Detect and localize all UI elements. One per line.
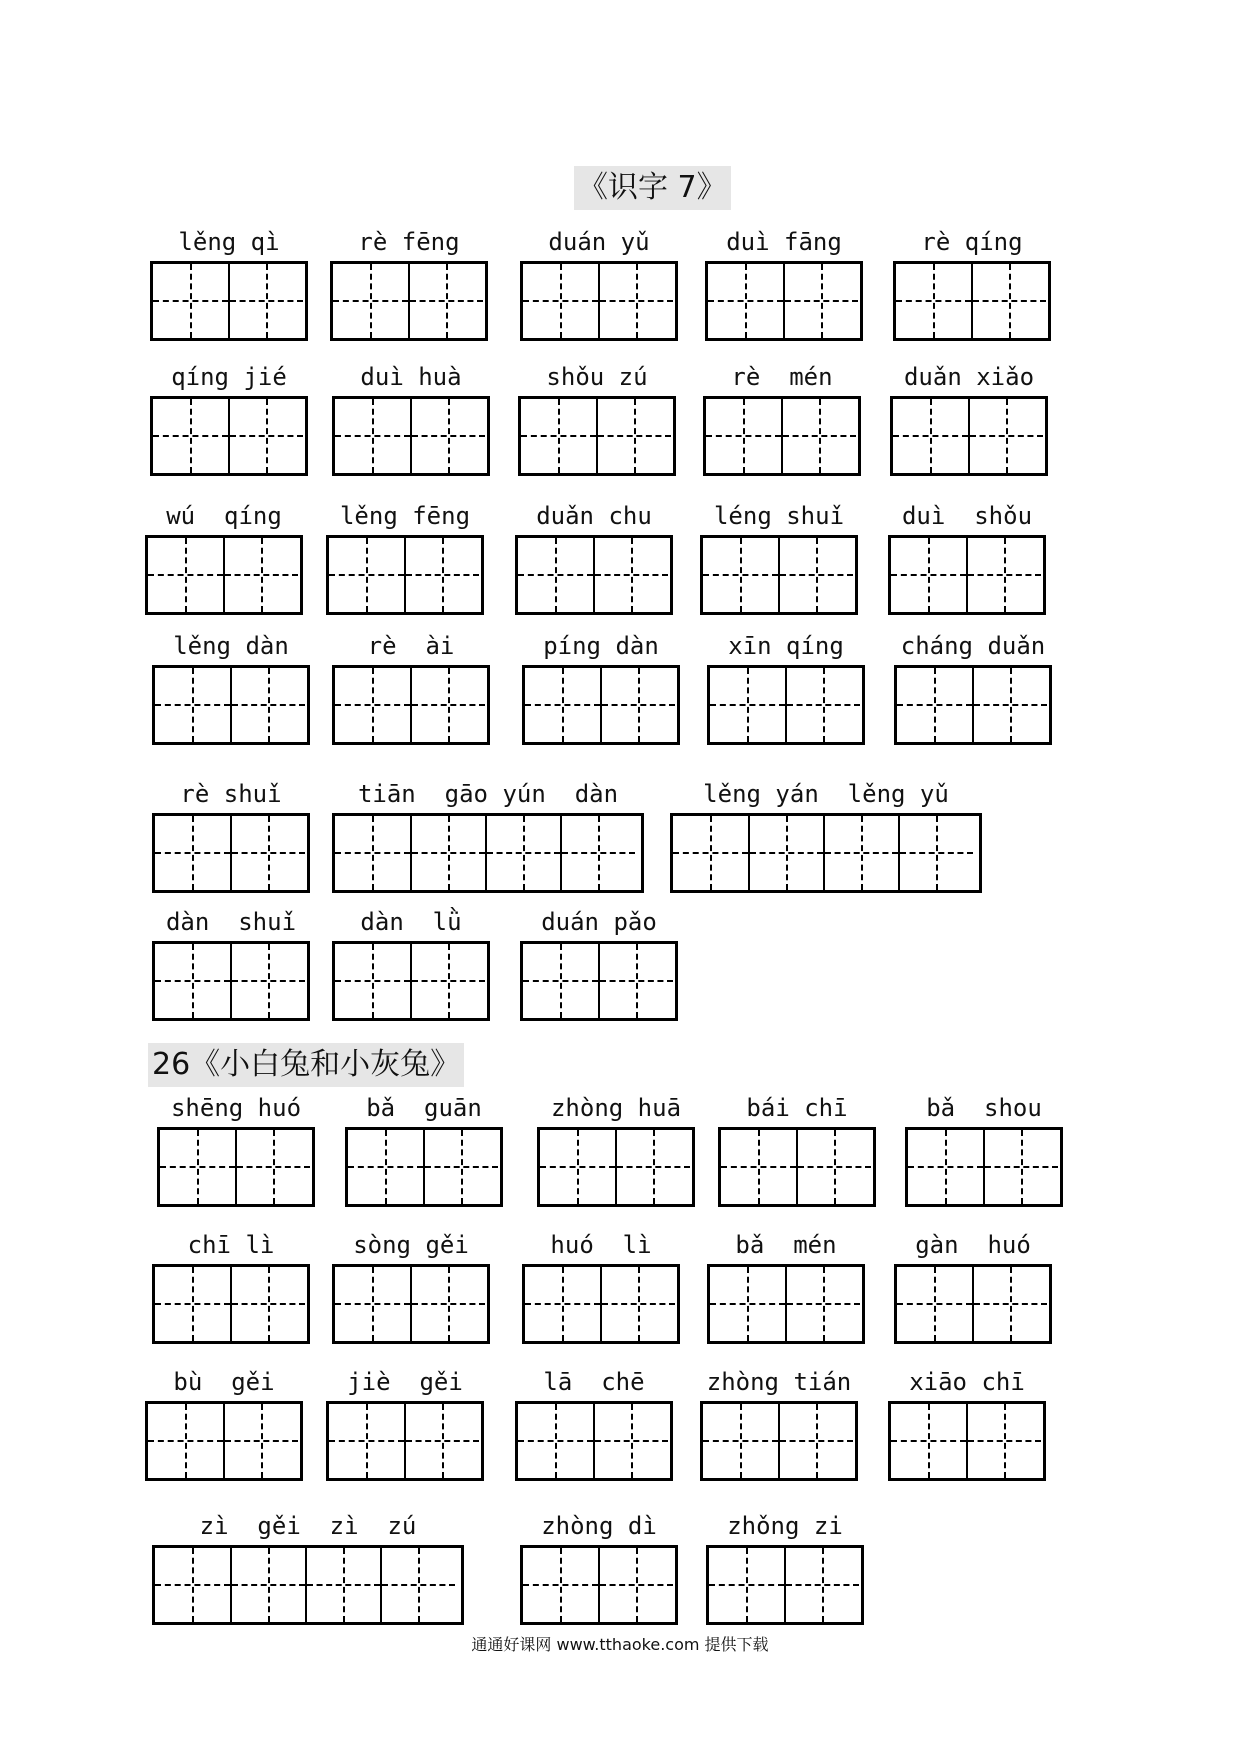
character-cell[interactable] xyxy=(333,264,408,338)
character-cell[interactable] xyxy=(160,1130,235,1204)
writing-grid[interactable] xyxy=(157,1127,315,1207)
writing-grid[interactable] xyxy=(520,261,678,341)
pinyin-label: qíng jié xyxy=(171,363,287,391)
pinyin-label: bù gěi xyxy=(173,1368,275,1396)
writing-grid[interactable] xyxy=(522,1264,680,1344)
character-cell[interactable] xyxy=(223,1404,298,1478)
character-cell[interactable] xyxy=(598,1548,673,1622)
pinyin-label: wú qíng xyxy=(166,502,282,530)
character-cell[interactable] xyxy=(518,538,593,612)
character-cell[interactable] xyxy=(593,1404,668,1478)
character-cell[interactable] xyxy=(748,816,823,890)
character-cell[interactable] xyxy=(525,1267,600,1341)
writing-grid[interactable] xyxy=(700,1401,858,1481)
character-cell[interactable] xyxy=(153,399,228,473)
writing-grid[interactable] xyxy=(326,1401,484,1481)
character-cell[interactable] xyxy=(235,1130,310,1204)
character-cell[interactable] xyxy=(897,1267,972,1341)
writing-grid[interactable] xyxy=(145,1401,303,1481)
writing-grid[interactable] xyxy=(326,535,484,615)
character-cell[interactable] xyxy=(706,399,781,473)
character-cell[interactable] xyxy=(971,264,1046,338)
pinyin-label: sòng gěi xyxy=(353,1231,469,1259)
pinyin-label: lěng fēng xyxy=(339,502,471,530)
pinyin-label: rè ài xyxy=(367,632,455,660)
pinyin-label: duì fāng xyxy=(726,228,842,256)
character-cell[interactable] xyxy=(710,1267,785,1341)
pinyin-label: bǎ shou xyxy=(926,1094,1042,1122)
character-cell[interactable] xyxy=(518,1404,593,1478)
pinyin-label: lā chē xyxy=(543,1368,645,1396)
pinyin-label: xiāo chī xyxy=(909,1368,1025,1396)
character-cell[interactable] xyxy=(778,538,853,612)
character-cell[interactable] xyxy=(329,538,404,612)
character-cell[interactable] xyxy=(966,1404,1041,1478)
character-cell[interactable] xyxy=(781,399,856,473)
character-cell[interactable] xyxy=(230,816,305,890)
writing-grid[interactable] xyxy=(537,1127,695,1207)
pinyin-label: zhòng dì xyxy=(541,1512,657,1540)
character-cell[interactable] xyxy=(708,264,783,338)
pinyin-label: zhòng tián xyxy=(706,1368,852,1396)
writing-grid[interactable] xyxy=(905,1127,1063,1207)
character-cell[interactable] xyxy=(223,538,298,612)
writing-grid[interactable] xyxy=(332,941,490,1021)
section-title: 《识字 7》 xyxy=(574,166,731,210)
character-cell[interactable] xyxy=(523,264,598,338)
character-cell[interactable] xyxy=(896,264,971,338)
character-cell[interactable] xyxy=(335,399,410,473)
footer-text: 通通好课网 www.tthaoke.com 提供下载 xyxy=(471,1635,769,1654)
character-cell[interactable] xyxy=(305,1548,380,1622)
pinyin-label: bǎ mén xyxy=(735,1231,837,1259)
character-cell[interactable] xyxy=(598,944,673,1018)
character-cell[interactable] xyxy=(335,816,410,890)
pinyin-label: duǎn xiǎo xyxy=(903,363,1035,391)
character-cell[interactable] xyxy=(893,399,968,473)
writing-grid[interactable] xyxy=(670,813,982,893)
pinyin-label: shǒu zú xyxy=(546,363,648,391)
character-cell[interactable] xyxy=(823,816,898,890)
character-cell[interactable] xyxy=(615,1130,690,1204)
pinyin-label: duán pǎo xyxy=(541,908,657,936)
character-cell[interactable] xyxy=(673,816,748,890)
writing-grid[interactable] xyxy=(703,396,861,476)
character-cell[interactable] xyxy=(972,668,1047,742)
writing-grid[interactable] xyxy=(888,535,1046,615)
pinyin-label: léng shuǐ xyxy=(713,502,845,530)
writing-grid[interactable] xyxy=(150,261,308,341)
character-cell[interactable] xyxy=(230,668,305,742)
character-cell[interactable] xyxy=(598,264,673,338)
writing-grid[interactable] xyxy=(700,535,858,615)
character-cell[interactable] xyxy=(596,399,671,473)
pinyin-label: lěng qì xyxy=(178,228,280,256)
pinyin-label: lěng yán lěng yǔ xyxy=(703,780,949,808)
character-cell[interactable] xyxy=(230,1548,305,1622)
character-cell[interactable] xyxy=(523,944,598,1018)
writing-grid[interactable] xyxy=(145,535,303,615)
character-cell[interactable] xyxy=(525,668,600,742)
character-cell[interactable] xyxy=(335,668,410,742)
character-cell[interactable] xyxy=(335,944,410,1018)
section-title: 26《小白兔和小灰兔》 xyxy=(148,1043,464,1087)
character-cell[interactable] xyxy=(600,1267,675,1341)
writing-grid[interactable] xyxy=(518,396,676,476)
character-cell[interactable] xyxy=(908,1130,983,1204)
character-cell[interactable] xyxy=(784,1548,859,1622)
character-cell[interactable] xyxy=(710,668,785,742)
pinyin-label: duì shǒu xyxy=(901,502,1033,530)
character-cell[interactable] xyxy=(148,538,223,612)
character-cell[interactable] xyxy=(155,1548,230,1622)
writing-grid[interactable] xyxy=(520,941,678,1021)
character-cell[interactable] xyxy=(523,1548,598,1622)
writing-grid[interactable] xyxy=(332,665,490,745)
writing-grid[interactable] xyxy=(152,813,310,893)
character-cell[interactable] xyxy=(968,399,1043,473)
pinyin-label: cháng duǎn xyxy=(900,632,1046,660)
pinyin-label: shēng huó xyxy=(170,1094,302,1122)
pinyin-label: zhòng huā xyxy=(550,1094,682,1122)
character-cell[interactable] xyxy=(785,1267,860,1341)
character-cell[interactable] xyxy=(485,816,560,890)
pinyin-label: bǎ guān xyxy=(366,1094,482,1122)
character-cell[interactable] xyxy=(703,1404,778,1478)
pinyin-label: zì gěi zì zú xyxy=(199,1512,417,1540)
writing-grid[interactable] xyxy=(894,1264,1052,1344)
writing-grid[interactable] xyxy=(522,665,680,745)
character-cell[interactable] xyxy=(335,1267,410,1341)
writing-grid[interactable] xyxy=(332,1264,490,1344)
writing-grid[interactable] xyxy=(152,1264,310,1344)
character-cell[interactable] xyxy=(600,668,675,742)
character-cell[interactable] xyxy=(783,264,858,338)
pinyin-label: rè shuǐ xyxy=(180,780,282,808)
pinyin-label: xīn qíng xyxy=(728,632,844,660)
pinyin-label: píng dàn xyxy=(543,632,659,660)
writing-grid[interactable] xyxy=(150,396,308,476)
character-cell[interactable] xyxy=(155,1267,230,1341)
pinyin-label: duì huà xyxy=(360,363,462,391)
pinyin-label: chī lì xyxy=(187,1231,275,1259)
character-cell[interactable] xyxy=(983,1130,1058,1204)
pinyin-label: duán yǔ xyxy=(548,228,650,256)
pinyin-label: duǎn chu xyxy=(536,502,652,530)
writing-grid[interactable] xyxy=(330,261,488,341)
character-cell[interactable] xyxy=(898,816,973,890)
writing-grid[interactable] xyxy=(707,1264,865,1344)
writing-grid[interactable] xyxy=(707,665,865,745)
character-cell[interactable] xyxy=(410,816,485,890)
writing-grid[interactable] xyxy=(332,396,490,476)
character-cell[interactable] xyxy=(891,538,966,612)
pinyin-label: rè qíng xyxy=(921,228,1023,256)
writing-grid[interactable] xyxy=(515,535,673,615)
writing-grid[interactable] xyxy=(706,1545,864,1625)
writing-grid[interactable] xyxy=(888,1401,1046,1481)
writing-grid[interactable] xyxy=(718,1127,876,1207)
character-cell[interactable] xyxy=(408,264,483,338)
character-cell[interactable] xyxy=(230,944,305,1018)
character-cell[interactable] xyxy=(410,1267,485,1341)
pinyin-label: zhǒng zi xyxy=(727,1512,843,1540)
character-cell[interactable] xyxy=(897,668,972,742)
writing-grid[interactable] xyxy=(152,941,310,1021)
character-cell[interactable] xyxy=(153,264,228,338)
character-cell[interactable] xyxy=(230,1267,305,1341)
character-cell[interactable] xyxy=(410,944,485,1018)
pinyin-label: dàn lǜ xyxy=(360,908,462,936)
pinyin-label: tiān gāo yún dàn xyxy=(357,780,619,808)
character-cell[interactable] xyxy=(155,816,230,890)
pinyin-label: gàn huó xyxy=(915,1231,1031,1259)
character-cell[interactable] xyxy=(228,264,303,338)
writing-grid[interactable] xyxy=(520,1545,678,1625)
character-cell[interactable] xyxy=(228,399,303,473)
character-cell[interactable] xyxy=(521,399,596,473)
character-cell[interactable] xyxy=(148,1404,223,1478)
character-cell[interactable] xyxy=(891,1404,966,1478)
pinyin-label: huó lì xyxy=(550,1231,652,1259)
character-cell[interactable] xyxy=(410,399,485,473)
pinyin-label: bái chī xyxy=(746,1094,848,1122)
character-cell[interactable] xyxy=(348,1130,423,1204)
character-cell[interactable] xyxy=(966,538,1041,612)
character-cell[interactable] xyxy=(560,816,635,890)
character-cell[interactable] xyxy=(972,1267,1047,1341)
character-cell[interactable] xyxy=(155,668,230,742)
writing-grid[interactable] xyxy=(890,396,1048,476)
character-cell[interactable] xyxy=(410,668,485,742)
pinyin-label: rè fēng xyxy=(358,228,460,256)
character-cell[interactable] xyxy=(778,1404,853,1478)
character-cell[interactable] xyxy=(423,1130,498,1204)
writing-grid[interactable] xyxy=(893,261,1051,341)
writing-grid[interactable] xyxy=(152,665,310,745)
character-cell[interactable] xyxy=(721,1130,796,1204)
character-cell[interactable] xyxy=(796,1130,871,1204)
writing-grid[interactable] xyxy=(152,1545,464,1625)
character-cell[interactable] xyxy=(329,1404,404,1478)
character-cell[interactable] xyxy=(404,1404,479,1478)
pinyin-label: dàn shuǐ xyxy=(165,908,297,936)
character-cell[interactable] xyxy=(155,944,230,1018)
pinyin-label: jiè gěi xyxy=(347,1368,463,1396)
character-cell[interactable] xyxy=(593,538,668,612)
character-cell[interactable] xyxy=(703,538,778,612)
character-cell[interactable] xyxy=(709,1548,784,1622)
character-cell[interactable] xyxy=(380,1548,455,1622)
character-cell[interactable] xyxy=(785,668,860,742)
writing-grid[interactable] xyxy=(894,665,1052,745)
pinyin-label: lěng dàn xyxy=(173,632,289,660)
character-cell[interactable] xyxy=(540,1130,615,1204)
pinyin-label: rè mén xyxy=(731,363,833,391)
writing-grid[interactable] xyxy=(332,813,644,893)
writing-grid[interactable] xyxy=(515,1401,673,1481)
writing-grid[interactable] xyxy=(345,1127,503,1207)
character-cell[interactable] xyxy=(404,538,479,612)
writing-grid[interactable] xyxy=(705,261,863,341)
